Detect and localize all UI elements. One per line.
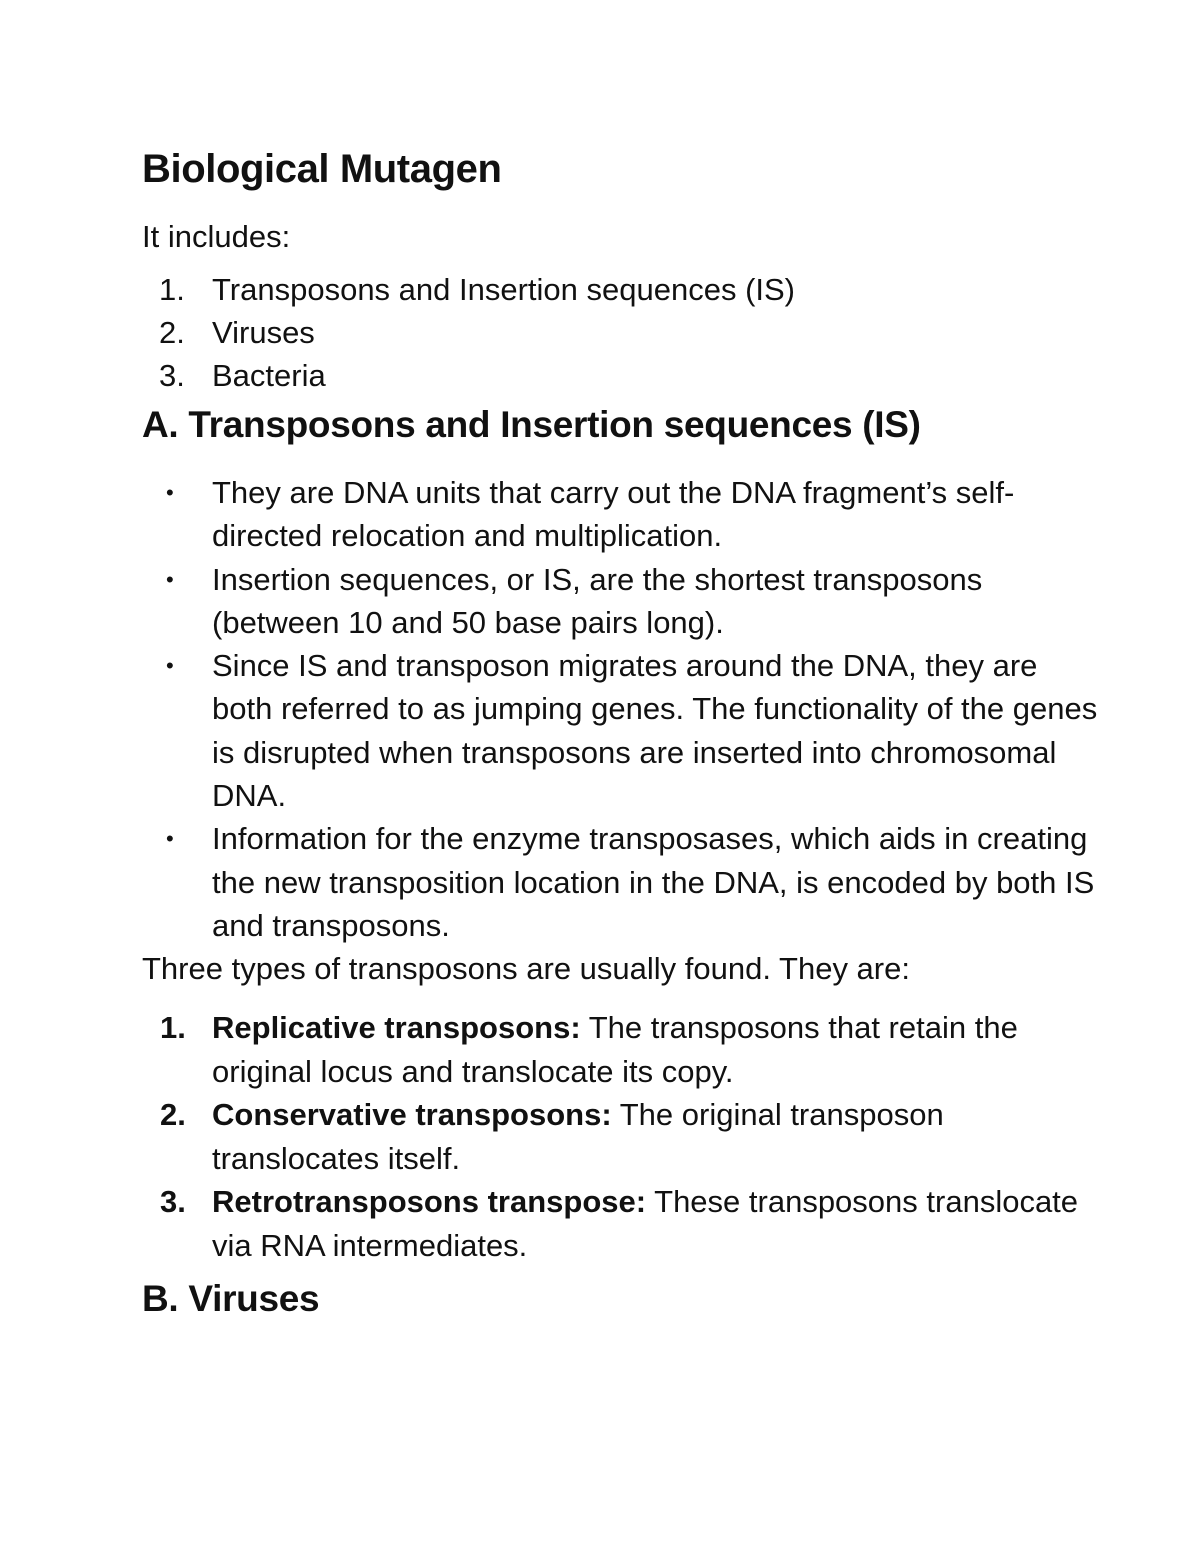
bullet-text: They are DNA units that carry out the DNA fragment’s self-directed relocation and multiplication. [212,475,1015,554]
section-a-heading: A. Transposons and Insertion sequences (IS) [142,404,921,445]
bullet-icon: • [166,480,174,505]
type-term: Replicative transposons: [212,1010,581,1046]
bullet-text: Since IS and transposon migrates around the DNA, they are both referred to as jumping genes. The functionality of the genes is disrupted when transposons are inserted into chromosomal DNA. [212,648,1098,814]
type-item [142,1006,1102,1093]
type-number: 1. [160,1010,186,1046]
section-a-bullets [142,471,1102,947]
list-item [142,354,1102,397]
type-term: Conservative transposons: [212,1097,612,1133]
list-item-text: Transposons and Insertion sequences (IS) [212,272,796,307]
type-number: 2. [160,1097,186,1133]
type-term: Retrotransposons transpose: [212,1184,647,1220]
page-title: Biological Mutagen [142,147,502,191]
type-description: The transposons that retain the original locus and translocate its copy. [212,1010,1018,1089]
type-description: The original transposon translocates itself. [212,1097,944,1176]
transposon-types-list [142,1006,1102,1267]
list-number: 3. [159,358,185,393]
type-item [142,1180,1102,1267]
document-page [142,140,1102,1325]
includes-list [142,268,1102,397]
list-number: 2. [159,315,185,350]
bullet-text: Information for the enzyme transposases, which aids in creating the new transposition location in the DNA, is encoded by both IS and transposons. [212,821,1095,943]
bullet-text: Insertion sequences, or IS, are the shortest transposons (between 10 and 50 base pairs long). [212,561,983,640]
list-item-text: Viruses [212,315,315,350]
bullet-icon: • [166,566,174,592]
intro-text: It includes: [142,219,291,254]
bullet-item [142,817,1102,947]
type-item [142,1093,1102,1180]
list-item [142,268,1102,311]
list-item-text: Bacteria [212,358,326,393]
type-number: 3. [160,1184,186,1220]
list-number: 1. [159,272,185,307]
bullet-icon: • [166,653,174,679]
bullet-item [142,558,1102,645]
section-b-heading: B. Viruses [142,1278,320,1320]
bullet-item [142,644,1102,817]
type-description: These transposons translocate via RNA intermediates. [212,1184,1079,1263]
bullet-item [142,471,1102,558]
bullet-icon: • [166,826,174,852]
types-intro: Three types of transposons are usually found. They are: [142,951,910,987]
list-item [142,311,1102,354]
